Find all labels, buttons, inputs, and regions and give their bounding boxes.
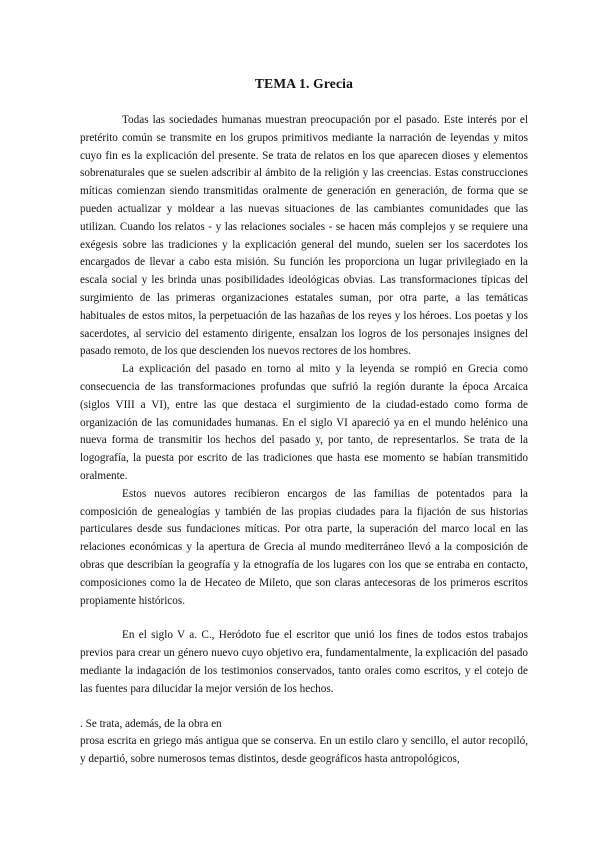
- paragraph-4: En el siglo V a. C., Heródoto fue el escritor que unió los fines de todos estos trabajos previos para crear un género nuevo cuyo objetivo era, fundamentalmente, la explicación del pasado mediante la indagación de los testimonios conservados, tanto orales como escritos, y el cotejo de las fuentes para dilucidar la mejor versión de los hechos.: [80, 629, 528, 695]
- document-title: TEMA 1. Grecia: [254, 76, 354, 91]
- paragraph-2: La explicación del pasado en torno al mito y la leyenda se rompió en Grecia como consecuencia de las transformaciones profundas que sufrió la región durante la época Arcaica (siglos VIII a VI), entre las que destaca el surgimiento de la ciudad-estado como forma de organización de las comunidades humanas. En el siglo VI apareció ya en el mundo helénico una nueva forma de transmitir los hechos del pasado y, por tanto, de representarlos. Se trata de la logografía, la puesta por escrito de las tradiciones que hasta ese momento se habían transmitido oralmente.: [80, 363, 528, 482]
- paragraph-3: Estos nuevos autores recibieron encargos de las familias de potentados para la composición de genealogías y también de las propias ciudades para la fijación de sus historias particulares desde sus fundaciones míticas. Por otra parte, la superación del marco local en las relaciones económicas y la apertura de Grecia al mundo mediterráneo llevó a la composición de obras que describían la geografía y la etnografía de los lugares con los que se entraba en contacto, composiciones como la de Hecateo de Mileto, que son claras antecesoras de los primeros escritos propiamente históricos.: [80, 487, 528, 607]
- paragraph-gap: [80, 610, 528, 627]
- fragment-line: . Se trata, además, de la obra en: [80, 717, 222, 730]
- fragment-block: prosa escrita en griego más antigua que se conserva. En un estilo claro y sencillo, el autor recopiló, y departió, sobre numerosos temas distintos, desde geográficos hasta antropológicos,: [80, 735, 528, 766]
- paragraph-gap: [80, 699, 528, 716]
- paragraph-1: Todas las sociedades humanas muestran preocupación por el pasado. Este interés por el pretérito común se transmite en los grupos primitivos mediante la narración de leyendas y mitos cuyo fin es la explicación del presente. Se trata de relatos en los que aparecen dioses y elementos sobrenaturales que se suelen adscribir al ámbito de la religión y las creencias. Estas construcciones míticas comienzan siendo transmitidas oralmente de generación en generación, de forma que se pueden actualizar y moldear a las nuevas situaciones de las cambiantes comunidades que las utilizan. Cuando los relatos - y las relaciones sociales - se hacen más complejos y se requiere una exégesis sobre las tradiciones y la explicación general del mundo, suelen ser los sacerdotes los encargados de llevar a cabo esta misión. Su función les proporciona un lugar privilegiado en la escala social y les brinda unas posibilidades ideológicas obvias. Las transformaciones típicas del surgimiento de las primeras organizaciones estatales suman, por otra parte, a las temáticas habituales de estos mitos, la perpetuación de las hazañas de los reyes y los héroes. Los poetas y los sacerdotes, al servicio del estamento dirigente, ensalzan los logros de los personajes insignes del pasado remoto, de los que descienden los nuevos rectores de los hombres.: [80, 114, 528, 358]
